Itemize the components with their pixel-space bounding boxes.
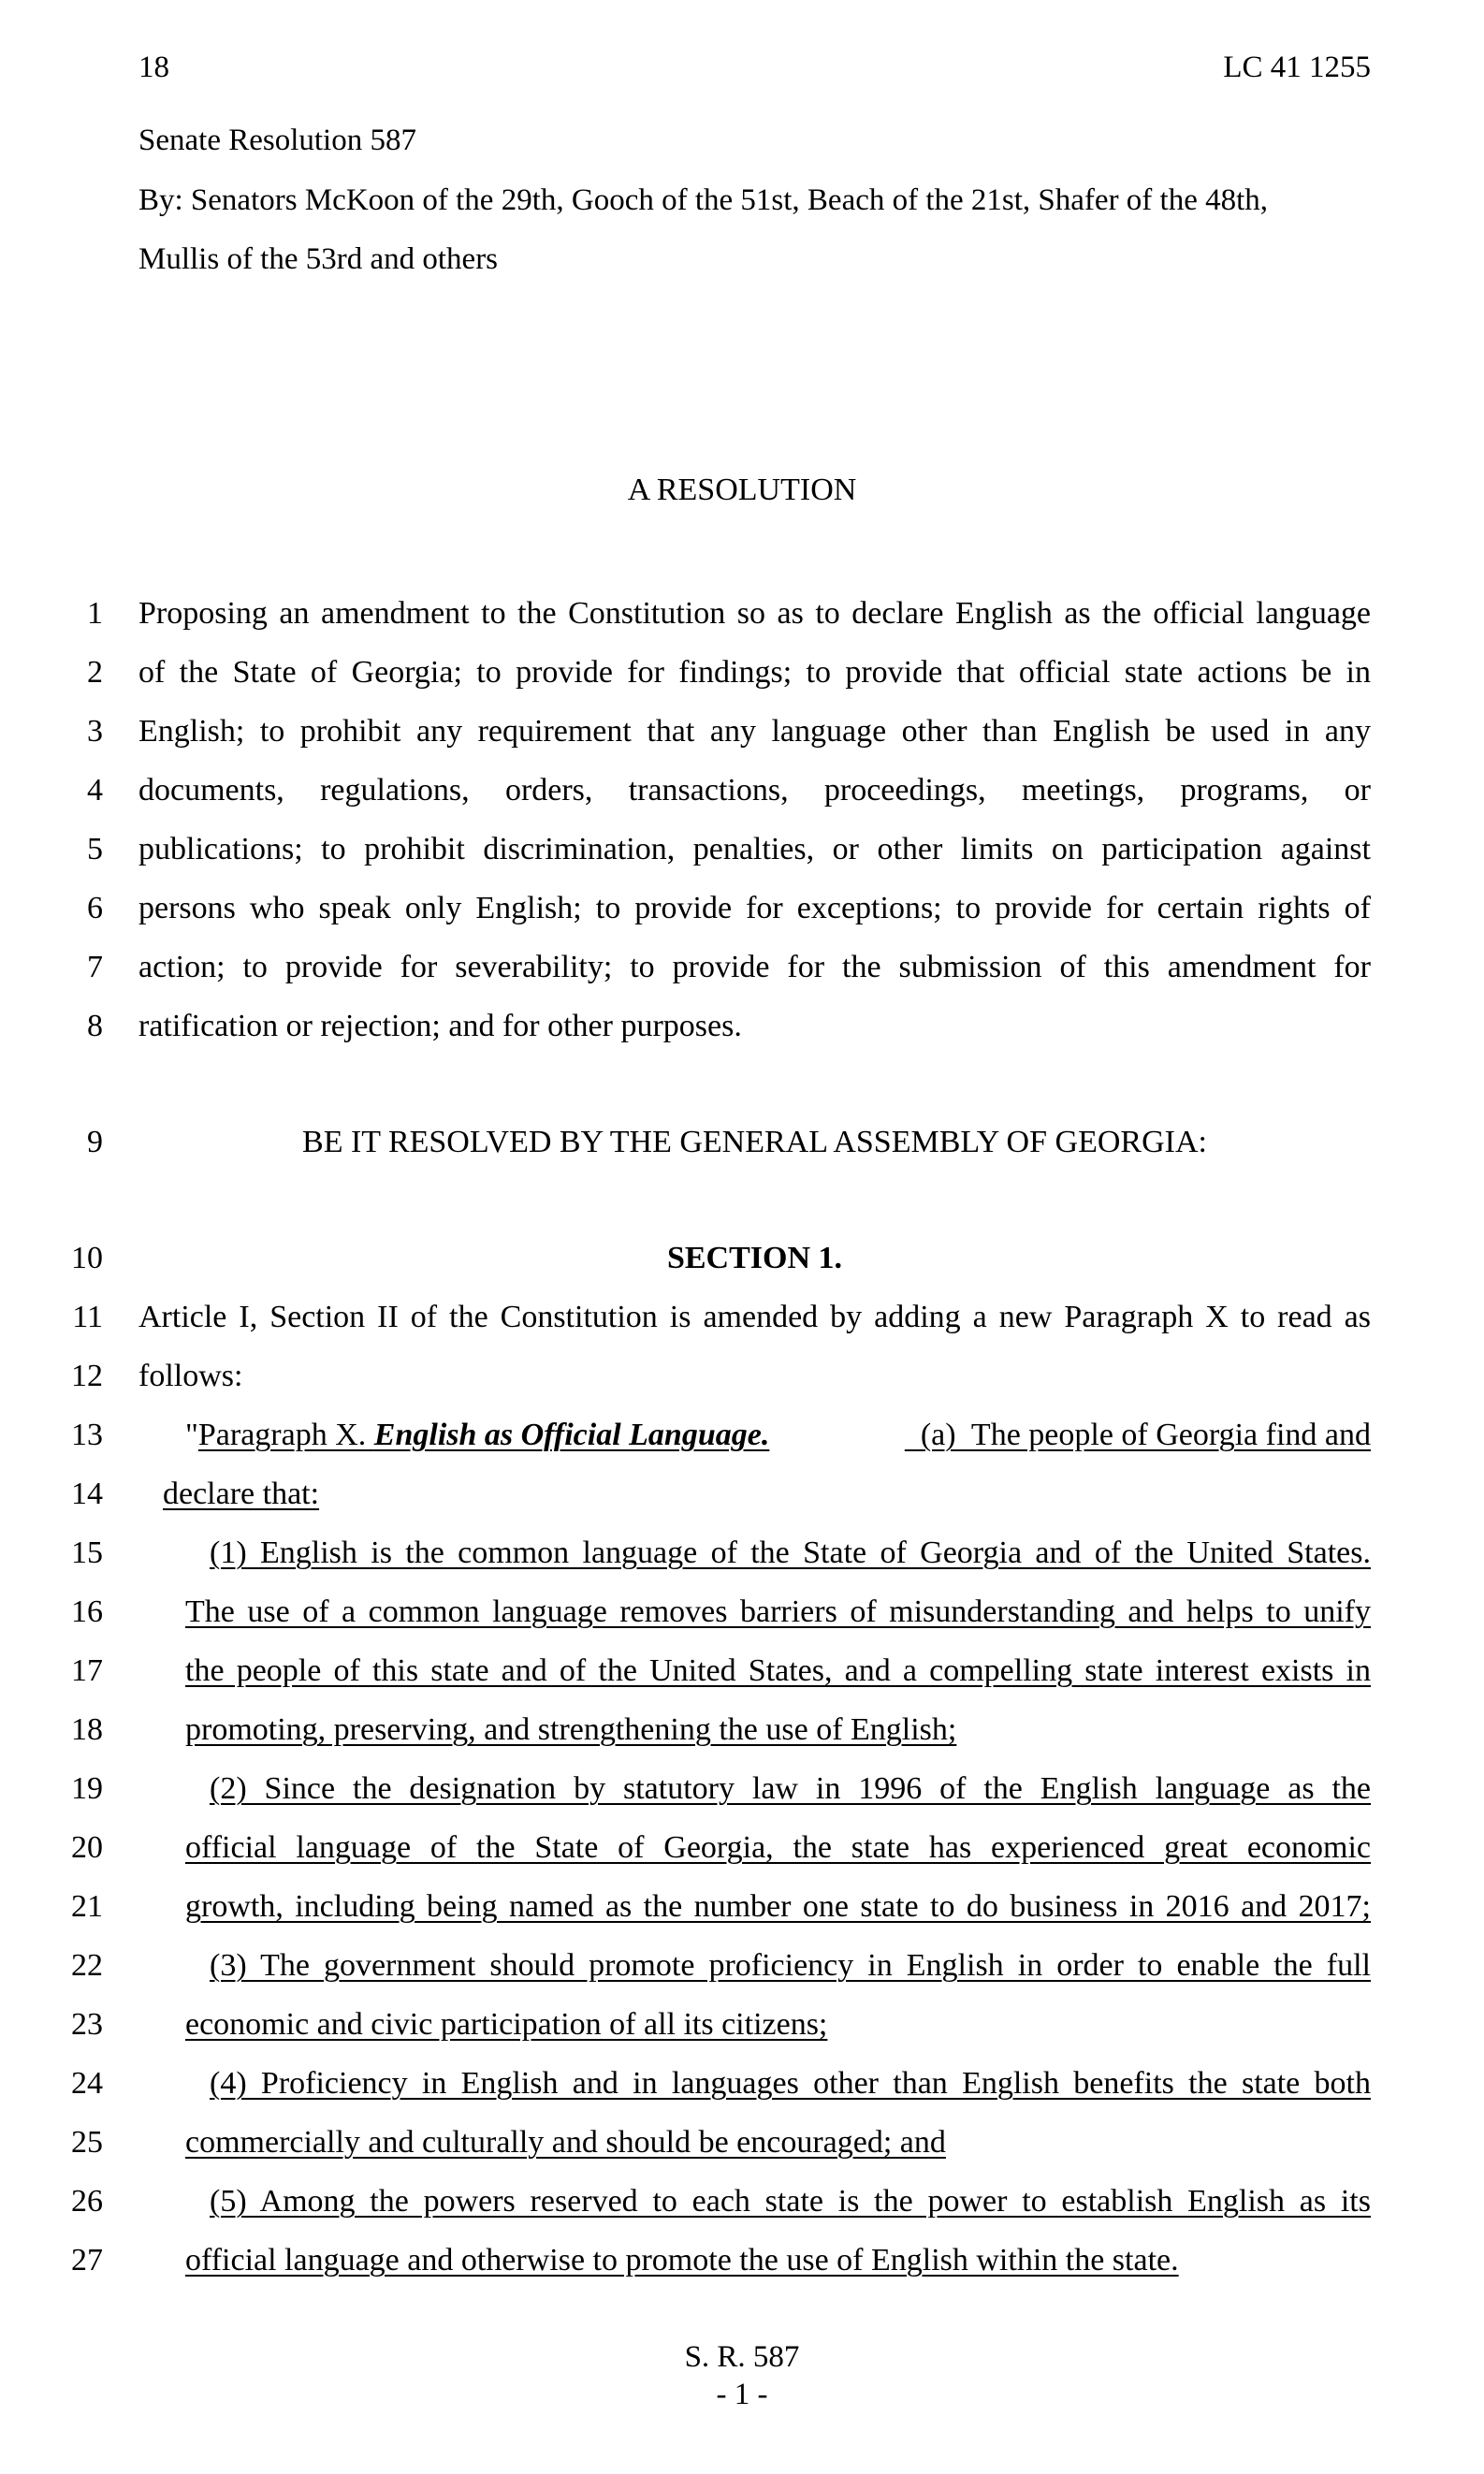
line-number: 17 <box>71 1653 103 1688</box>
enacting-clause: BE IT RESOLVED BY THE GENERAL ASSEMBLY OF GEORGIA: <box>302 1125 1207 1159</box>
document-code: LC 41 1255 <box>1223 51 1371 84</box>
body-line: (2) Since the designation by statutory law in 1996 of the English language as the <box>210 1771 1371 1806</box>
line-number: 25 <box>71 2125 103 2160</box>
line-number: 7 <box>87 950 103 984</box>
line-number: 14 <box>71 1477 103 1511</box>
body-line: ratification or rejection; and for other purposes. <box>138 1009 742 1043</box>
body-line: (5) Among the powers reserved to each state is the power to establish English as its <box>210 2184 1371 2219</box>
line-number: 12 <box>71 1359 103 1393</box>
line-number: 22 <box>71 1948 103 1983</box>
body-line-wrapper <box>185 1710 956 1751</box>
sponsors-line-2: Mullis of the 53rd and others <box>138 242 499 276</box>
body-line-wrapper <box>185 2004 827 2045</box>
footer-bill-number: S. R. 587 <box>684 2340 800 2374</box>
body-line-paragraph-x <box>185 1415 1371 1456</box>
line-number: 6 <box>87 891 103 925</box>
line-number: 24 <box>71 2066 103 2101</box>
opening-quote-mark: "Paragraph X. English as Official Language. <box>185 1418 770 1452</box>
body-line: follows: <box>138 1359 243 1393</box>
body-line: persons who speak only English; to provide for exceptions; to provide for certain rights of <box>138 891 1371 925</box>
line-number: 27 <box>71 2243 103 2278</box>
body-line: (3) The government should promote proficiency in English in order to enable the full <box>210 1948 1371 1983</box>
body-line: (1) English is the common language of the State of Georgia and of the United States. <box>210 1535 1371 1570</box>
line-number: 2 <box>87 655 103 690</box>
body-line-wrapper <box>185 2122 946 2163</box>
body-line: (4) Proficiency in English and in languages other than English benefits the state both <box>210 2066 1371 2101</box>
line-number: 15 <box>71 1535 103 1570</box>
line-number: 11 <box>72 1300 103 1334</box>
body-line: official language and otherwise to promote the use of English within the state. <box>185 2243 1179 2278</box>
body-line: of the State of Georgia; to provide for findings; to provide that official state actions be in <box>138 655 1371 690</box>
body-line: official language of the State of Georgia, the state has experienced great economic <box>185 1830 1371 1865</box>
body-line-wrapper <box>163 1474 319 1515</box>
line-number: 23 <box>71 2007 103 2042</box>
body-line: Article I, Section II of the Constitution is amended by adding a new Paragraph X to read as <box>138 1300 1371 1334</box>
body-line: economic and civic participation of all its citizens; <box>185 2007 828 2042</box>
line-number: 21 <box>71 1889 103 1924</box>
line-number: 8 <box>87 1009 103 1043</box>
body-line: promoting, preserving, and strengthening the use of English; <box>185 1712 957 1747</box>
page-number: 18 <box>138 51 169 84</box>
section-heading: SECTION 1. <box>666 1241 843 1275</box>
resolution-title: A RESOLUTION <box>627 473 857 507</box>
body-line: growth, including being named as the number one state to do business in 2016 and 2017; <box>185 1889 1371 1924</box>
body-line: documents, regulations, orders, transactions, proceedings, meetings, programs, or <box>138 773 1371 808</box>
body-line: Proposing an amendment to the Constitution so as to declare English as the official language <box>138 596 1371 631</box>
body-line: declare that: <box>163 1477 320 1511</box>
line-number: 10 <box>71 1241 103 1275</box>
body-line: English; to prohibit any requirement that any language other than English be used in any <box>138 714 1371 749</box>
body-line: the people of this state and of the United States, and a compelling state interest exists in <box>185 1653 1371 1688</box>
sponsors-line-1: By: Senators McKoon of the 29th, Gooch of the 51st, Beach of the 21st, Shafer of the 48th, <box>138 183 1269 217</box>
line-number: 4 <box>87 773 103 808</box>
paragraph-intro-text: (a) The people of Georgia find and <box>904 1418 1371 1452</box>
footer-page-number: - 1 - <box>716 2378 768 2411</box>
body-line: publications; to prohibit discrimination, penalties, or other limits on participation against <box>138 832 1371 866</box>
body-line: action; to provide for severability; to provide for the submission of this amendment for <box>138 950 1371 984</box>
resolution-label: Senate Resolution 587 <box>138 124 416 157</box>
body-line-wrapper <box>185 2240 1179 2281</box>
line-number: 16 <box>71 1594 103 1629</box>
line-number: 5 <box>87 832 103 866</box>
line-number: 13 <box>71 1418 103 1452</box>
body-line: commercially and culturally and should be encouraged; and <box>185 2125 946 2160</box>
line-number: 26 <box>71 2184 103 2219</box>
line-number: 3 <box>87 714 103 749</box>
line-number: 1 <box>87 596 103 631</box>
line-number: 19 <box>71 1771 103 1806</box>
line-number: 20 <box>71 1830 103 1865</box>
line-number: 18 <box>71 1712 103 1747</box>
body-line: The use of a common language removes barriers of misunderstanding and helps to unify <box>185 1594 1371 1629</box>
line-number: 9 <box>87 1125 103 1159</box>
